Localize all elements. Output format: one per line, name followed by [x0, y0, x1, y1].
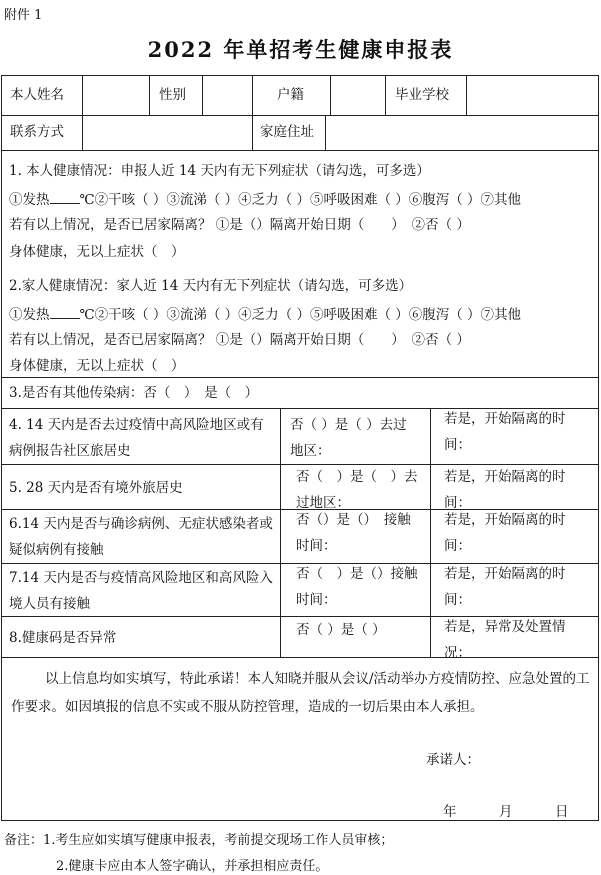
other-disease-question: 3.是否有其他传染病：否（ ） 是（ ）	[9, 385, 259, 401]
signer-label: 承诺人：	[426, 752, 480, 768]
note-8: 若是，异常及处置情况：	[444, 619, 566, 661]
family-health-heading: 2.家人健康情况：家人近 14 天内有无下列症状（请勾选，可多选）	[9, 278, 413, 294]
contact-label: 联系方式	[10, 124, 64, 140]
date-year-label: 年	[443, 804, 457, 820]
note-7: 若是，开始隔离的时间：	[444, 566, 566, 608]
self-isolation-question: 若有以上情况，是否已居家隔离？ ①是（）隔离开始日期（ ） ②否（ ）	[9, 217, 470, 233]
answer-6: 否（）是（） 接触时间：	[296, 512, 411, 554]
footer-note-1: 备注：1.考生应如实填写健康申报表，考前提交现场工作人员审核；	[4, 833, 394, 848]
question-6: 6.14 天内是否与确诊病例、无症状感染者或疑似病例有接触	[9, 516, 273, 558]
question-7: 7.14 天内是否与疫情高风险地区和高风险入境人员有接触	[9, 570, 273, 612]
answer-8: 否（ ）是（ ）	[296, 622, 386, 638]
note-4: 若是，开始隔离的时间：	[444, 411, 566, 453]
question-5: 5. 28 天内是否有境外旅居史	[9, 480, 183, 496]
date-day-label: 日	[555, 804, 569, 820]
pledge-text: 以上信息均如实填写，特此承诺！本人知晓并服从会议/活动举办方疫情防控、应急处置的工作要求。如因填报的信息不实或不服从防控管理，造成的一切后果由本人承担。	[11, 671, 590, 715]
footer-note-2: 2.健康卡应由本人签字确认，并承担相应责任。	[56, 859, 329, 874]
family-symptom-options: ①发热 ℃②干咳（ ）③流涕（ ）④乏力（ ）⑤呼吸困难（ ）⑥腹泻（ ）⑦其他	[9, 304, 521, 324]
answer-5: 否（ ）是（ ）去过地区：	[296, 469, 418, 511]
question-4: 4. 14 天内是否去过疫情中高风险地区或有病例报告社区旅居史	[9, 417, 264, 459]
note-6: 若是，开始隔离的时间：	[444, 512, 566, 554]
self-symptom-options: ①发热 ℃②干咳（ ）③流涕（ ）④乏力（ ）⑤呼吸困难（ ）⑥腹泻（ ）⑦其他	[9, 189, 521, 209]
answer-7: 否（ ）是（）接触时间：	[296, 566, 418, 608]
form-title: 2022 年单招考生健康申报表	[147, 37, 454, 62]
family-no-symptom: 身体健康，无以上症状（ ）	[9, 358, 185, 374]
family-isolation-question: 若有以上情况，是否已居家隔离？ ①是（）隔离开始日期（ ） ②否（ ）	[9, 332, 470, 348]
name-label: 本人姓名	[10, 87, 64, 103]
question-8: 8.健康码是否异常	[9, 630, 117, 646]
hukou-label: 户籍	[277, 87, 304, 103]
note-5: 若是，开始隔离的时间：	[444, 469, 566, 511]
gender-label: 性别	[159, 87, 186, 103]
self-health-heading: 1. 本人健康情况：申报人近 14 天内有无下列症状（请勾选，可多选）	[9, 163, 430, 179]
self-no-symptom: 身体健康，无以上症状（ ）	[9, 244, 185, 260]
address-label: 家庭住址	[260, 124, 314, 140]
date-month-label: 月	[499, 804, 513, 820]
answer-4: 否（ ）是（ ）去过地区：	[290, 417, 407, 459]
attachment-label: 附件 1	[4, 8, 43, 23]
health-declaration-form	[1, 75, 599, 821]
school-label: 毕业学校	[395, 87, 449, 103]
